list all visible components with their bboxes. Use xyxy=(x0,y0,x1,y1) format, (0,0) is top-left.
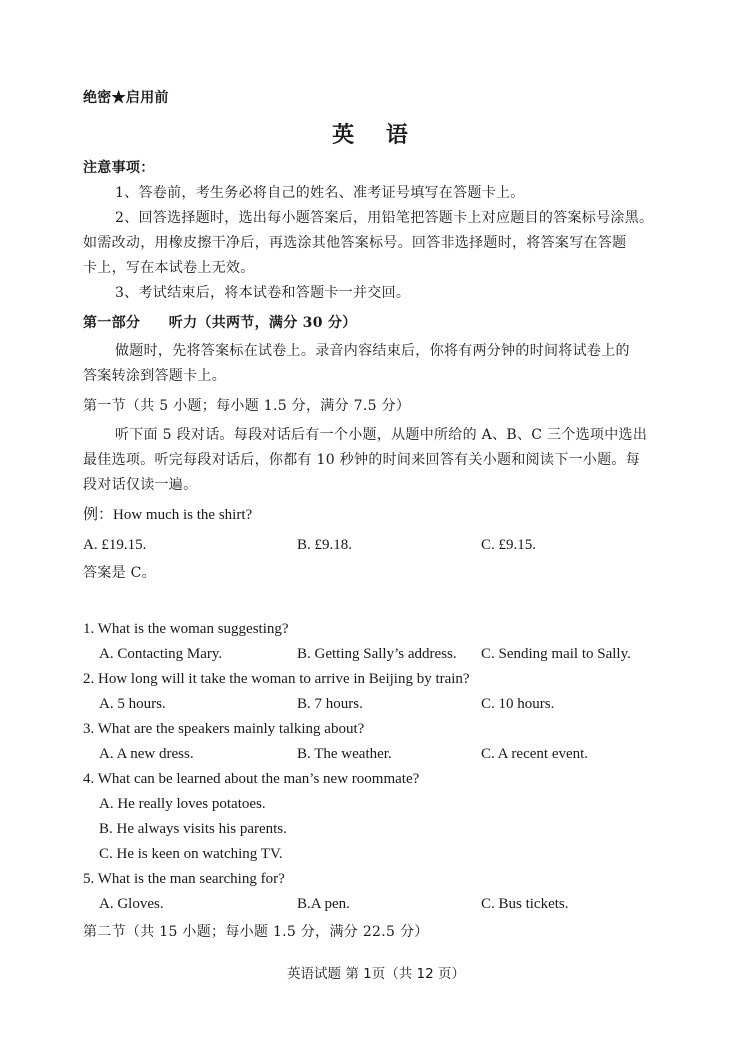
question-5: 5. What is the man searching for? xyxy=(83,871,285,887)
section1-intro-line-2: 最佳选项。听完每段对话后，你都有 10 秒钟的时间来回答有关小题和阅读下一小题。每 xyxy=(83,452,641,468)
notice-heading: 注意事项： xyxy=(83,160,155,176)
question-5-option-c: C. Bus tickets. xyxy=(481,896,569,912)
question-3-option-b: B. The weather. xyxy=(297,746,392,762)
section1-heading: 第一节（共 5 小题；每小题 1.5 分，满分 7.5 分） xyxy=(83,398,411,414)
question-1-option-c: C. Sending mail to Sally. xyxy=(481,646,631,662)
part1-intro-line-2: 答案转涂到答题卡上。 xyxy=(83,368,226,384)
section1-intro-line-3: 段对话仅读一遍。 xyxy=(83,477,198,493)
example-question: 例：How much is the shirt? xyxy=(83,507,253,523)
question-3-option-c: C. A recent event. xyxy=(481,746,589,762)
example-option-b: B. £9.18. xyxy=(297,537,353,553)
part1-intro-line-1: 做题时，先将答案标在试卷上。录音内容结束后，你将有两分钟的时间将试卷上的 xyxy=(115,343,630,359)
question-1-option-a: A. Contacting Mary. xyxy=(99,646,223,662)
question-4-option-a: A. He really loves potatoes. xyxy=(99,796,266,812)
question-3: 3. What are the speakers mainly talking about? xyxy=(83,721,365,737)
question-5-option-b: B.A pen. xyxy=(297,896,350,912)
part1-heading: 第一部分 听力（共两节，满分 30 分） xyxy=(83,315,357,331)
example-answer: 答案是 C。 xyxy=(83,565,156,581)
section2-heading: 第二节（共 15 小题；每小题 1.5 分，满分 22.5 分） xyxy=(83,924,429,940)
question-4-option-b: B. He always visits his parents. xyxy=(99,821,287,837)
question-2-option-c: C. 10 hours. xyxy=(481,696,555,712)
question-4: 4. What can be learned about the man’s new roommate? xyxy=(83,771,420,787)
question-1-option-b: B. Getting Sally’s address. xyxy=(297,646,457,662)
confidential-label: 绝密★启用前 xyxy=(83,90,169,106)
notice-item-2-line-1: 2、回答选择题时，选出每小题答案后，用铅笔把答题卡上对应题目的答案标号涂黑。 xyxy=(115,210,654,226)
question-5-option-a: A. Gloves. xyxy=(99,896,164,912)
question-4-option-c: C. He is keen on watching TV. xyxy=(99,846,283,862)
question-1: 1. What is the woman suggesting? xyxy=(83,621,289,637)
notice-item-2-line-2: 如需改动，用橡皮擦干净后，再选涂其他答案标号。回答非选择题时，将答案写在答题 xyxy=(83,235,627,251)
page-title: 英 语 xyxy=(332,123,420,148)
notice-item-1: 1、答卷前，考生务必将自己的姓名、准考证号填写在答题卡上。 xyxy=(115,185,525,201)
page-footer: 英语试题 第 1页（共 12 页） xyxy=(287,966,465,982)
question-2-option-b: B. 7 hours. xyxy=(297,696,363,712)
example-option-a: A. £19.15. xyxy=(83,537,147,553)
question-3-option-a: A. A new dress. xyxy=(99,746,194,762)
notice-item-3: 3、考试结束后，将本试卷和答题卡一并交回。 xyxy=(115,285,411,301)
question-2-option-a: A. 5 hours. xyxy=(99,696,166,712)
question-2: 2. How long will it take the woman to arrive in Beijing by train? xyxy=(83,671,470,687)
example-option-c: C. £9.15. xyxy=(481,537,537,553)
notice-item-2-line-3: 卡上，写在本试卷上无效。 xyxy=(83,260,255,276)
section1-intro-line-1: 听下面 5 段对话。每段对话后有一个小题，从题中所给的 A、B、C 三个选项中选出 xyxy=(115,427,648,443)
